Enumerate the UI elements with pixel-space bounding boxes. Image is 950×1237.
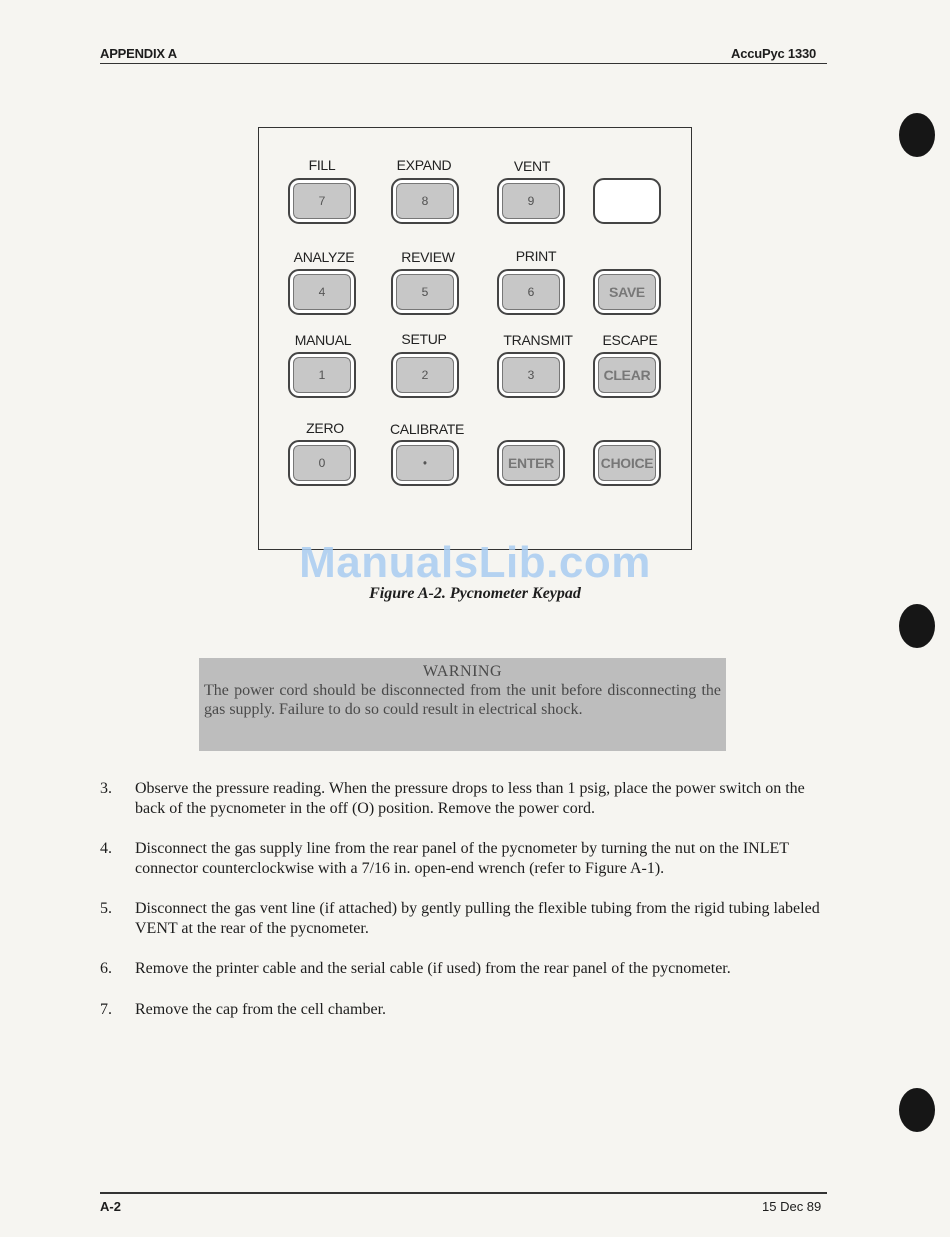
key-label-review: REVIEW: [401, 249, 455, 265]
key-label-vent: VENT: [513, 158, 551, 174]
key-8-label: 8: [396, 183, 454, 219]
header-rule: [100, 63, 827, 64]
key-enter-label: ENTER: [502, 445, 560, 481]
key-decimal: [391, 440, 459, 486]
key-save: [593, 269, 661, 315]
warning-box: [199, 658, 726, 751]
key-0: [288, 440, 356, 486]
key-enter: [497, 440, 565, 486]
key-9-label: 9: [502, 183, 560, 219]
key-0-label: 0: [293, 445, 351, 481]
key-7-label: 7: [293, 183, 351, 219]
step-number: 7.: [100, 1000, 112, 1018]
procedure-steps: [100, 779, 820, 1040]
warning-title: WARNING: [422, 663, 503, 680]
key-1: [288, 352, 356, 398]
footer-page-number: A-2: [100, 1199, 121, 1214]
key-5: [391, 269, 459, 315]
key-1-label: 1: [293, 357, 351, 393]
footer-date: 15 Dec 89: [762, 1199, 822, 1214]
key-label-setup: SETUP: [401, 331, 447, 347]
step-number: 5.: [100, 900, 112, 917]
watermark: ManualsLib.com: [299, 538, 651, 587]
header-section-title: APPENDIX A: [100, 46, 177, 61]
key-8: [391, 178, 459, 224]
key-3: [497, 352, 565, 398]
key-decimal-label: •: [396, 445, 454, 481]
key-2: [391, 352, 459, 398]
key-clear: [593, 352, 661, 398]
punch-hole-middle: [899, 604, 935, 648]
key-label-print: PRINT: [515, 248, 557, 264]
step-number: 6.: [100, 960, 112, 977]
warning-text: The power cord should be disconnected from the unit before disconnecting the gas supply. Failure to do so could result in electrical shock.: [204, 682, 721, 718]
key-label-transmit: TRANSMIT: [503, 332, 573, 348]
punch-hole-bottom: [899, 1088, 935, 1132]
key-4-label: 4: [293, 274, 351, 310]
key-choice-label: CHOICE: [598, 445, 656, 481]
key-label-fill: FILL: [308, 157, 336, 173]
key-label-manual: MANUAL: [294, 332, 352, 348]
step-number: 3.: [100, 780, 112, 797]
step-item: [100, 779, 820, 818]
key-label-expand: EXPAND: [396, 157, 452, 173]
step-number: 4.: [100, 840, 112, 857]
key-2-label: 2: [396, 357, 454, 393]
step-item: [100, 899, 820, 938]
step-text: Disconnect the gas vent line (if attached) by gently pulling the flexible tubing from the rigid tubing labeled VENT at the rear of the pycnometer.: [135, 900, 820, 937]
key-clear-label: CLEAR: [598, 357, 656, 393]
key-9: [497, 178, 565, 224]
key-label-escape: ESCAPE: [602, 332, 658, 348]
step-item: [100, 959, 820, 979]
figure-caption: Figure A-2. Pycnometer Keypad: [369, 585, 581, 602]
key-3-label: 3: [502, 357, 560, 393]
key-7: [288, 178, 356, 224]
keypad-figure: [258, 127, 692, 550]
key-save-label: SAVE: [598, 274, 656, 310]
key-choice: [593, 440, 661, 486]
footer-rule: [100, 1192, 827, 1194]
punch-hole-top: [899, 113, 935, 157]
step-text: Remove the cap from the cell chamber.: [135, 1000, 387, 1018]
key-5-label: 5: [396, 274, 454, 310]
step-text: Remove the printer cable and the serial cable (if used) from the rear panel of the pycnometer.: [135, 960, 731, 977]
key-4: [288, 269, 356, 315]
step-item: [100, 839, 820, 878]
header-product-name: AccuPyc 1330: [731, 46, 817, 61]
step-text: Disconnect the gas supply line from the rear panel of the pycnometer by turning the nut on the INLET connector counterclockwise with a 7/16 in. open-end wrench (refer to Figure A-1).: [135, 840, 789, 877]
key-label-calibrate: CALIBRATE: [389, 421, 465, 437]
key-6-label: 6: [502, 274, 560, 310]
key-label-analyze: ANALYZE: [293, 249, 355, 265]
key-label-zero: ZERO: [306, 420, 344, 436]
key-6: [497, 269, 565, 315]
step-item: [100, 1000, 820, 1020]
step-text: Observe the pressure reading. When the pressure drops to less than 1 psig, place the power switch on the back of the pycnometer in the off (O) position. Remove the power cord.: [135, 780, 805, 817]
key-blank: [593, 178, 661, 224]
